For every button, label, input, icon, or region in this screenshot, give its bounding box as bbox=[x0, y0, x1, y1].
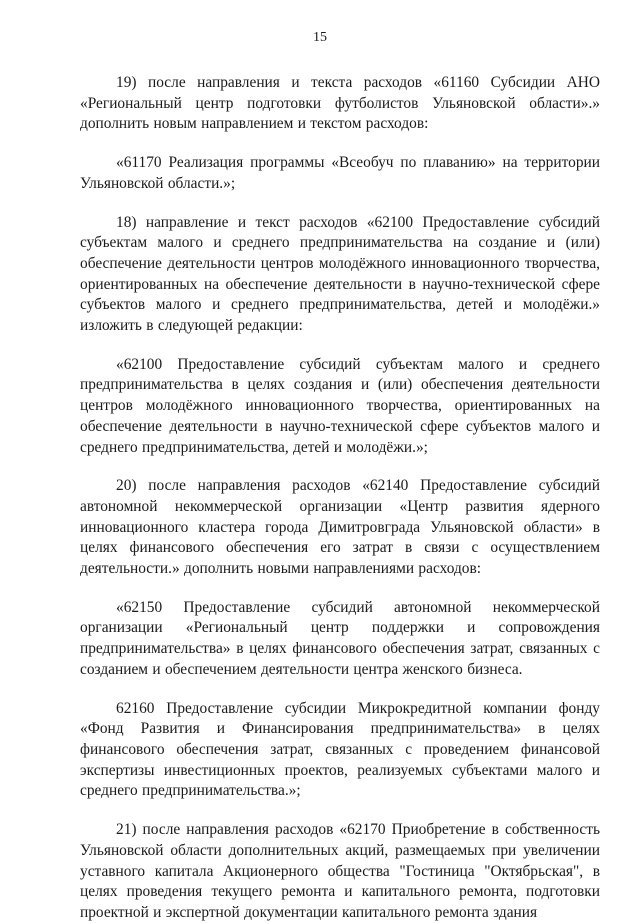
paragraph-19: 19) после направления и текста расходов «61160 Субсидии АНО «Региональный центр подготовки футболистов Ульяновской области».» дополнить новым направлением и текстом расходов: bbox=[80, 74, 600, 133]
paragraph-21: 21) после направления расходов «62170 Приобретение в собственность Ульяновской области дополнительных акций, размещаемых при увеличении уставного капитала Акционерного общества "Гостиница "Октябрьская", в целях проведения текущего ремонта и капитального ремонта, подготовки проектной и экспертной документации капитального ремонта здания bbox=[80, 821, 600, 921]
paragraph-18: 18) направление и текст расходов «62100 Предоставление субсидий субъектам малого и среднего предпринимательства на создание и (или) обеспечение деятельности центров молодёжного инновационного творчества, ориентированных на обеспечение деятельности в научно-технической сфере субъектов малого и среднего предпринимательства, детей и молодёжи.» изложить в следующей редакции: bbox=[80, 213, 600, 335]
paragraph-20: 20) после направления расходов «62140 Предоставление субсидий автономной некоммерческой организации «Центр развития ядерного инновационного кластера города Димитровграда Ульяновской области» в целях финансового обеспечения его затрат в связи с осуществлением деятельности.» дополнить новыми направлениями расходов: bbox=[80, 477, 600, 578]
page-number: 15 bbox=[313, 30, 327, 45]
document-body bbox=[80, 73, 600, 924]
paragraph-62100: «62100 Предоставление субсидий субъектам малого и среднего предпринимательства в целях создания и (или) обеспечения деятельности центров молодёжного инновационного творчества, ориентированных на обеспечение деятельности в научно-технической сфере субъектов малого и среднего предпринимательства, детей и молодёжи.»; bbox=[80, 355, 600, 456]
paragraph-61170: «61170 Реализация программы «Всеобуч по плаванию» на территории Ульяновской области.»; bbox=[80, 154, 600, 192]
paragraph-62150: «62150 Предоставление субсидий автономной некоммерческой организации «Региональный центр поддержки и сопровождения предпринимательства» в целях финансового обеспечения затрат, связанных с созданием и обеспечением деятельности центра женского бизнеса. bbox=[80, 598, 600, 678]
paragraph-62160: 62160 Предоставление субсидии Микрокредитной компании фонду «Фонд Развития и Финансирования предпринимательства» в целях финансового обеспечения затрат, связанных с проведением финансовой экспертизы инвестиционных проектов, реализуемых субъектами малого и среднего предпринимательства.»; bbox=[80, 699, 600, 800]
